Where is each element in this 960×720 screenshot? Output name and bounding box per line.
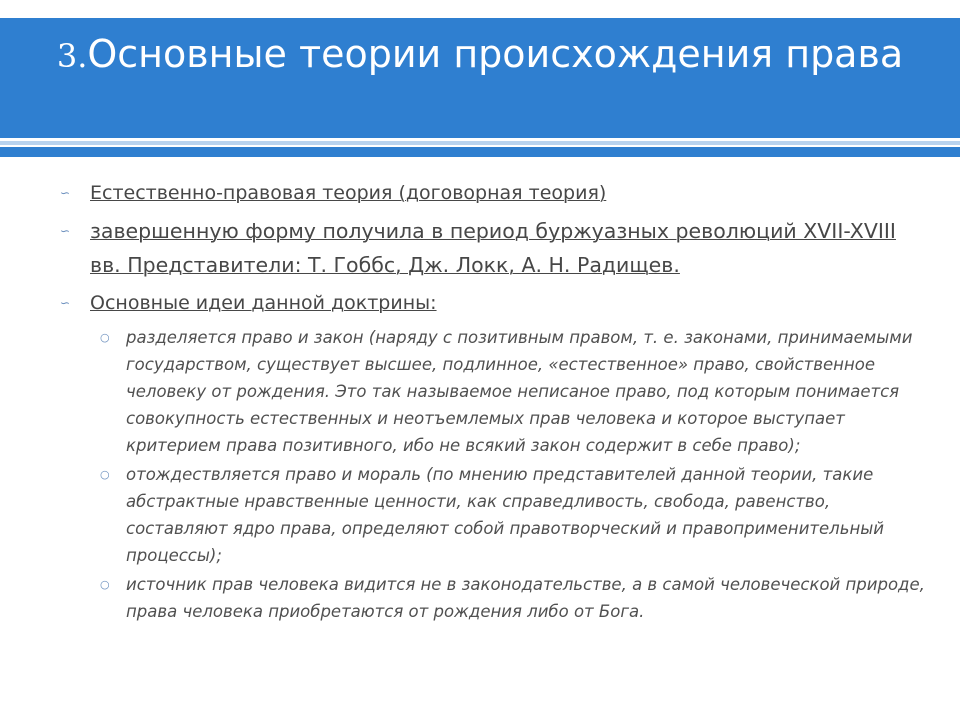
bullet-main-ideas bbox=[60, 286, 930, 320]
bullet-text: Основные идеи данной доктрины: bbox=[90, 292, 437, 314]
bullet-icon: ∽ bbox=[60, 186, 71, 200]
sub-bullet-text: отождествляется право и мораль (по мнению представителей данной теории, такие абстрактные нравственные ценности, как справедливость, свобода, равенство, составляют ядро права, определяют собой правотворческий и правоприменительный процессы); bbox=[126, 465, 884, 565]
bullet-icon: ∽ bbox=[60, 224, 71, 238]
bullet-text: Естественно-правовая теория (договорная теория) bbox=[90, 182, 607, 204]
sub-bullet-icon: ○ bbox=[100, 578, 110, 591]
title-divider-light bbox=[0, 141, 960, 145]
sub-bullet-law-separation bbox=[60, 324, 930, 459]
title-number: 3. bbox=[56, 37, 88, 75]
sub-bullet-text: источник прав человека видится не в законодательстве, а в самой человеческой природе, права человека приобретаются от рождения либо от Бога. bbox=[126, 575, 925, 621]
title-text: Основные теории происхождения права bbox=[87, 32, 904, 76]
sub-bullet-source-of-rights bbox=[60, 571, 930, 625]
sub-bullet-icon: ○ bbox=[100, 331, 110, 344]
slide-body bbox=[60, 176, 930, 627]
bullet-text: завершенную форму получила в период буржуазных революций XVII-XVIII вв. Представители: Т. Гоббс, Дж. Локк, А. Н. Радищев. bbox=[90, 219, 896, 277]
sub-bullet-icon: ○ bbox=[100, 468, 110, 481]
bullet-origin bbox=[60, 214, 930, 282]
sub-bullet-text: разделяется право и закон (наряду с позитивным правом, т. е. законами, принимаемыми государством, существует высшее, подлинное, «естественное» право, свойственное человеку от рождения. Это так называемое неписаное право, под которым понимается совокупность естественных и неотъемлемых прав человека и которое выступает критерием права позитивного, ибо не всякий закон содержит в себе право); bbox=[126, 328, 913, 455]
bullet-theory-name bbox=[60, 176, 930, 210]
title-divider-dark bbox=[0, 147, 960, 157]
bullet-icon: ∽ bbox=[60, 296, 71, 310]
sub-bullet-law-morality bbox=[60, 461, 930, 569]
slide-title bbox=[30, 28, 930, 83]
